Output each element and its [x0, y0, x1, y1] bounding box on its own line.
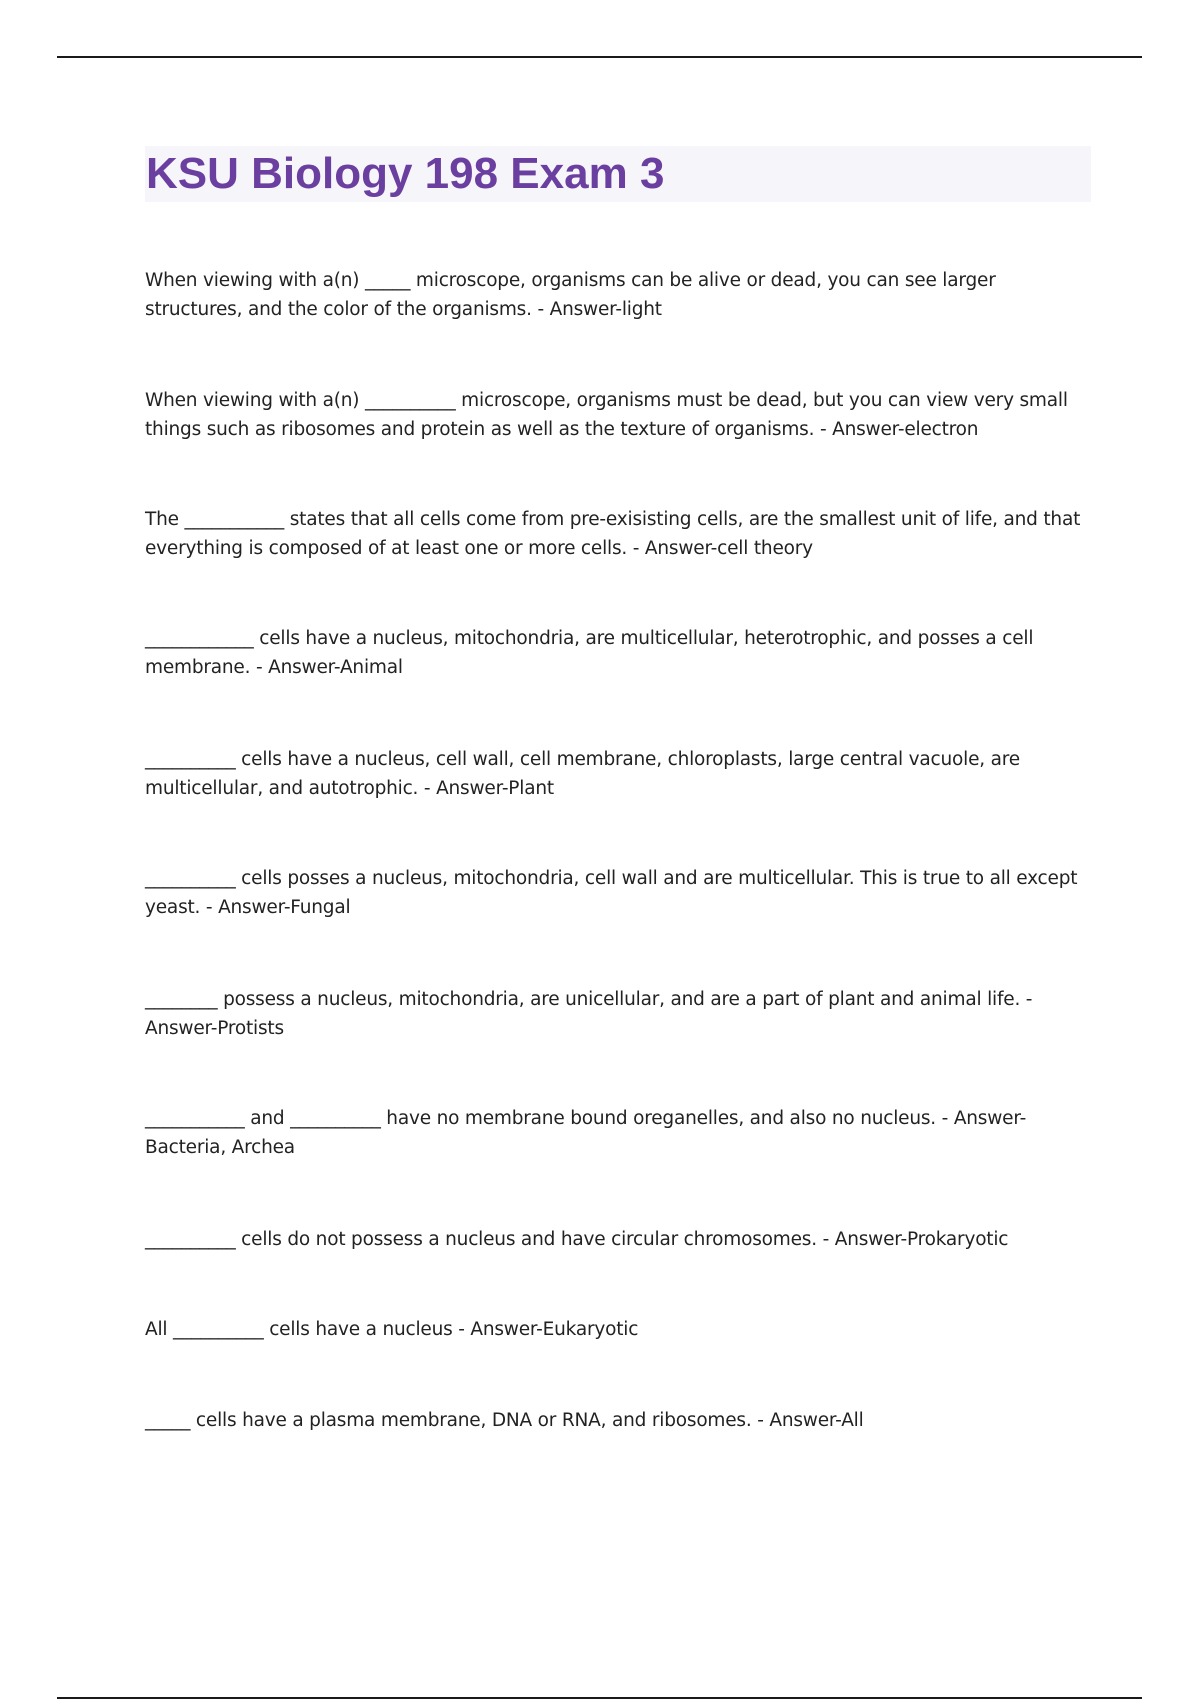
- qa-item: When viewing with a(n) __________ microscope, organisms must be dead, but you can view very small things such as ribosomes and protein as well as the texture of organisms. - Answer-electron: [145, 389, 1068, 440]
- top-rule: [57, 56, 1142, 58]
- bottom-rule: [57, 1697, 1142, 1699]
- qa-item: _____ cells have a plasma membrane, DNA or RNA, and ribosomes. - Answer-All: [145, 1409, 864, 1431]
- qa-item: __________ cells posses a nucleus, mitochondria, cell wall and are multicellular. This is true to all except yeast. - Answer-Fungal: [145, 867, 1078, 918]
- qa-item: When viewing with a(n) _____ microscope, organisms can be alive or dead, you can see larger structures, and the color of the organisms. - Answer-light: [145, 269, 996, 320]
- qa-item: ________ possess a nucleus, mitochondria, are unicellular, and are a part of plant and animal life. - Answer-Protists: [145, 988, 1033, 1039]
- qa-item: __________ cells do not possess a nucleus and have circular chromosomes. - Answer-Prokaryotic: [145, 1228, 1009, 1250]
- qa-item: __________ cells have a nucleus, cell wall, cell membrane, chloroplasts, large central vacuole, are multicellular, and autotrophic. - Answer-Plant: [145, 748, 1020, 799]
- document-title: KSU Biology 198 Exam 3: [146, 149, 665, 198]
- qa-item: The ___________ states that all cells come from pre-exisisting cells, are the smallest unit of life, and that everything is composed of at least one or more cells. - Answer-cell theory: [145, 508, 1081, 559]
- qa-item: All __________ cells have a nucleus - Answer-Eukaryotic: [145, 1318, 639, 1340]
- qa-item: ___________ and __________ have no membrane bound oreganelles, and also no nucleus. - Answer-Bacteria, Archea: [145, 1107, 1027, 1158]
- qa-item: ____________ cells have a nucleus, mitochondria, are multicellular, heterotrophic, and posses a cell membrane. - Answer-Animal: [145, 627, 1034, 678]
